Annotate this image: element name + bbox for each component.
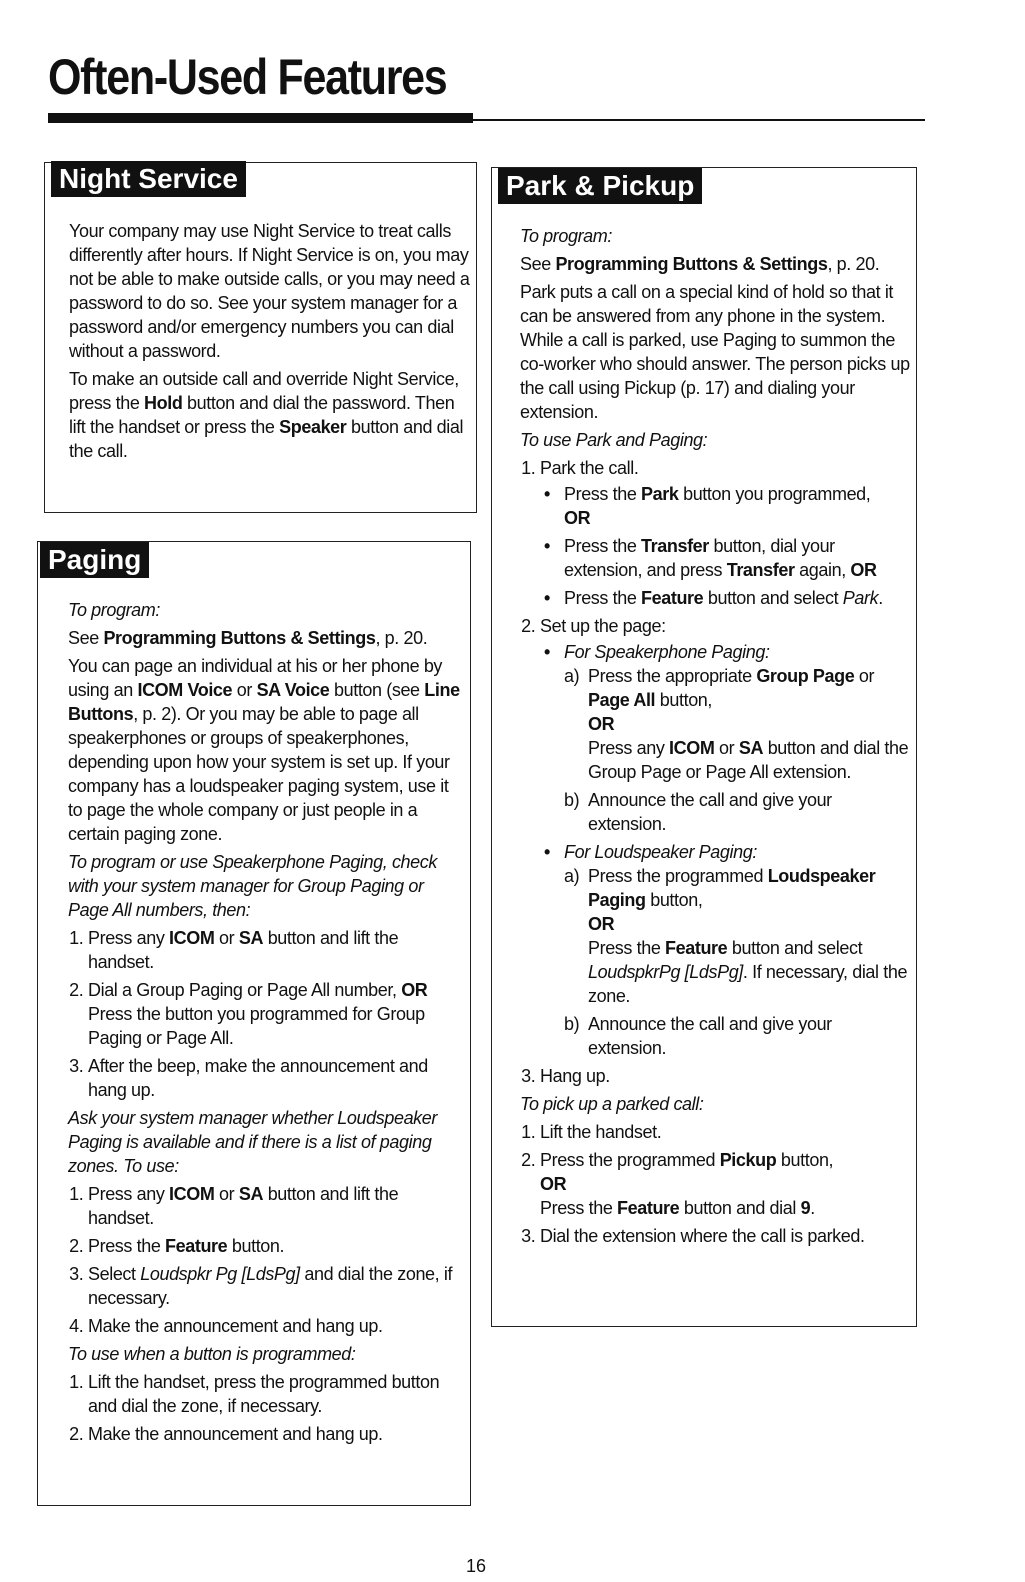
programmed-button-intro: To use when a button is programmed: [68, 1344, 356, 1364]
loudspeaker-paging-steps [68, 1182, 464, 1338]
pickup-steps [520, 1120, 910, 1248]
paging-see-reference: See Programming Buttons & Settings, p. 20. [68, 628, 428, 648]
list-item: 2. Dial a Group Paging or Page All number, OR Press the button you programmed for Group Paging or Page All. [88, 978, 464, 1050]
night-service-section [44, 162, 477, 513]
list-item: 1. Lift the handset. [540, 1120, 910, 1144]
page-title: Often-Used Features [48, 49, 447, 105]
list-item: 1. Press any ICOM or SA button and lift the handset. [88, 1182, 464, 1230]
speakerphone-step-a: a) Press the appropriate Group Page or Page All button, OR Press any ICOM or SA button and dial the Group Page or Page All extension. [564, 666, 909, 782]
list-item: 2. Press the programmed Pickup button, OR Press the Feature button and dial 9. [540, 1148, 910, 1220]
list-item: 3. After the beep, make the announcement and hang up. [88, 1054, 464, 1102]
list-item: 2. Press the Feature button. [88, 1234, 464, 1258]
park-see-reference: See Programming Buttons & Settings, p. 20. [520, 254, 880, 274]
loudspeaker-step-a: a) Press the programmed Loudspeaker Paging button, OR Press the Feature button and select LoudspkrPg [LdsPg]. If necessary, dial the zone. [564, 866, 908, 1006]
paging-header: Paging [40, 542, 149, 578]
speakerphone-step-b: b) Announce the call and give your extension. [564, 790, 832, 834]
park-options [540, 482, 910, 610]
loudspeaker-step-b: b) Announce the call and give your extension. [564, 1014, 832, 1058]
paging-to-program: To program: [68, 600, 160, 620]
park-paging-steps [520, 456, 910, 1088]
list-item: 1. Press any ICOM or SA button and lift the handset. [88, 926, 464, 974]
list-item: 2. Set up the page: • For Speakerphone Paging: a) Press the appropriate Group Page or Page All button, OR Press any ICOM or SA button and dial the Group Page or Page All extension. b) Announce the call and give your extension. • For Loudspeaker Paging: a) Press the programmed Loudspeaker Paging button, OR Press the Feature button and select LoudspkrPg [LdsPg]. If necessary, dial the zone. b) Announce the call and give your extension. [540, 614, 910, 1060]
list-item: • Press the Feature button and select Park. [564, 586, 910, 610]
list-item: 1. Lift the handset, press the programmed button and dial the zone, if necessary. [88, 1370, 464, 1418]
speakerphone-paging-intro: To program or use Speakerphone Paging, check with your system manager for Group Paging or Page All numbers, then: [68, 852, 437, 920]
page-setup-options [540, 640, 910, 1060]
park-pickup-section [491, 167, 917, 1327]
page-number: 16 [466, 1556, 487, 1576]
list-item: 2. Make the announcement and hang up. [88, 1422, 464, 1446]
park-pickup-header: Park & Pickup [498, 168, 702, 204]
list-item: • For Loudspeaker Paging: a) Press the programmed Loudspeaker Paging button, OR Press the Feature button and select LoudspkrPg [LdsPg]. If necessary, dial the zone. b) Announce the call and give your extension. [564, 840, 910, 1060]
night-service-intro: Your company may use Night Service to treat calls differently after hours. If Night Service is on, you may not be able to make outside calls, or you may need a password to do so. See your system manager for a password and/or emergency numbers you can dial without a password. [69, 221, 470, 361]
list-item: 3. Select Loudspkr Pg [LdsPg] and dial the zone, if necessary. [88, 1262, 464, 1310]
list-item: • Press the Park button you programmed, OR [564, 482, 910, 530]
night-service-header: Night Service [51, 161, 246, 197]
night-service-override: To make an outside call and override Night Service, press the Hold button and dial the password. Then lift the handset or press the Speaker button and dial the call. [69, 369, 464, 461]
park-pickup-content [520, 224, 910, 1252]
loudspeaker-paging-intro: Ask your system manager whether Loudspeaker Paging is available and if there is a list of paging zones. To use: [68, 1108, 437, 1176]
paging-intro: You can page an individual at his or her phone by using an ICOM Voice or SA Voice button (see Line Buttons, p. 2). Or you may be able to page all speakerphones or groups of speakerphones, depending upon how your system is set up. If your company has a loudspeaker paging system, use it to page the whole company or just people in a certain paging zone. [68, 656, 460, 844]
night-service-content [69, 219, 470, 467]
programmed-button-steps [68, 1370, 464, 1446]
list-item: 4. Make the announcement and hang up. [88, 1314, 464, 1338]
list-item: 1. Park the call. • Press the Park button you programmed, OR • Press the Transfer button, dial your extension, and press Transfer again, OR • Press the Feature button and select Park. [540, 456, 910, 610]
park-intro: Park puts a call on a special kind of hold so that it can be answered from any phone in the system. While a call is parked, use Paging to summon the co-worker who should answer. The person picks up the call using Pickup (p. 17) and dialing your extension. [520, 282, 910, 422]
paging-content [68, 598, 464, 1450]
list-item: 3. Hang up. [540, 1064, 910, 1088]
speakerphone-paging-steps [68, 926, 464, 1102]
paging-section [37, 541, 471, 1506]
park-paging-intro: To use Park and Paging: [520, 430, 708, 450]
list-item: 3. Dial the extension where the call is parked. [540, 1224, 910, 1248]
title-rule [48, 113, 473, 123]
list-item: • Press the Transfer button, dial your extension, and press Transfer again, OR [564, 534, 910, 582]
title-rule-thin [473, 119, 925, 121]
pickup-intro: To pick up a parked call: [520, 1094, 704, 1114]
list-item: • For Speakerphone Paging: a) Press the appropriate Group Page or Page All button, OR Press any ICOM or SA button and dial the Group Page or Page All extension. b) Announce the call and give your extension. [564, 640, 910, 836]
park-to-program: To program: [520, 226, 612, 246]
